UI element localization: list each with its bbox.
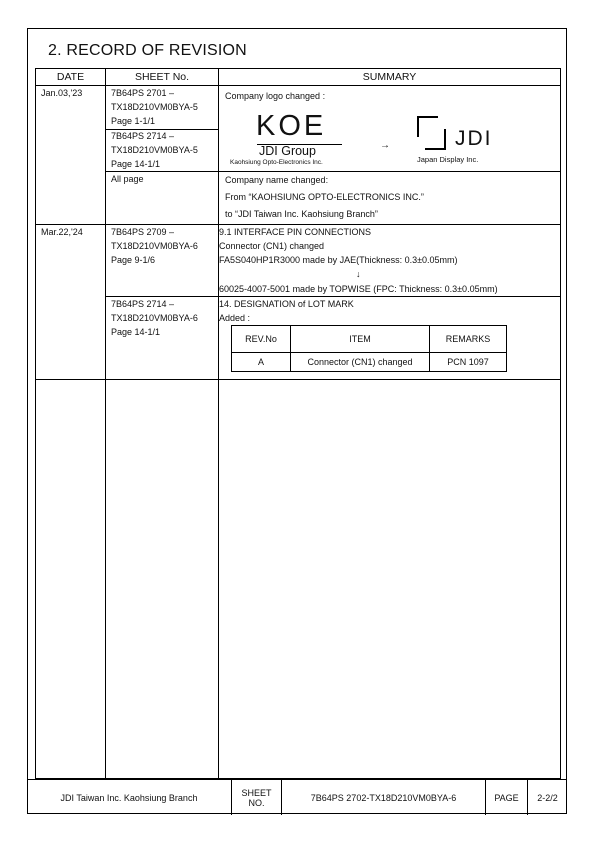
rev1-sheet-b-1: 7B64PS 2714 – xyxy=(111,131,175,141)
column-divider xyxy=(218,69,219,778)
rev2-sheet-b-2: TX18D210VM0BYA-6 xyxy=(111,313,198,323)
header-summary: SUMMARY xyxy=(362,71,417,83)
jdi-logo-text: JDI xyxy=(455,127,493,150)
pin-old: FA5S040HP1R3000 made by JAE(Thickness: 0.3±0.05mm) xyxy=(219,255,458,265)
rev2-date: Mar.22,'24 xyxy=(41,227,83,237)
arrow-right: → xyxy=(380,140,390,151)
pin-line: Connector (CN1) changed xyxy=(219,241,325,251)
lot-title: 14. DESIGNATION of LOT MARK xyxy=(219,299,354,309)
footer-sheet-label-1: SHEET xyxy=(241,787,272,798)
rev1-sheet-b-2: TX18D210VM0BYA-5 xyxy=(111,145,198,155)
footer xyxy=(27,779,567,814)
header-sheet: SHEET No. xyxy=(134,71,190,83)
rev2-sheet-b-1: 7B64PS 2714 – xyxy=(111,299,175,309)
rev1-sheet-c: All page xyxy=(111,174,144,184)
rev1-date: Jan.03,'23 xyxy=(41,88,83,98)
footer-page-no: 2-2/2 xyxy=(537,792,558,803)
lot-mark-table xyxy=(231,325,507,372)
koe-logo-group: JDI Group xyxy=(259,144,316,158)
lot-header-rev: REV.No xyxy=(232,326,291,353)
rev1-sheet-a-2: TX18D210VM0BYA-5 xyxy=(111,102,198,112)
lot-table-row xyxy=(232,353,507,372)
koe-logo-subtitle: Kaohsiung Opto-Electronics Inc. xyxy=(230,159,323,166)
page-title: 2. RECORD OF REVISION xyxy=(48,42,247,59)
row-divider xyxy=(36,379,560,380)
pin-title: 9.1 INTERFACE PIN CONNECTIONS xyxy=(219,227,372,237)
rev2-sheet-b-3: Page 14-1/1 xyxy=(111,327,161,337)
row-divider xyxy=(106,171,560,172)
logo-note: Company logo changed : xyxy=(225,91,326,101)
rev2-sheet-a-1: 7B64PS 2709 – xyxy=(111,227,175,237)
koe-logo-text: KOE xyxy=(256,110,327,142)
footer-sheet-label xyxy=(232,780,281,815)
lot-cell-remarks: PCN 1097 xyxy=(430,353,507,372)
pin-new: 60025-4007-5001 made by TOPWISE (FPC: Thickness: 0.3±0.05mm) xyxy=(219,284,498,294)
jdi-logo xyxy=(414,115,514,167)
footer-page-label: PAGE xyxy=(494,792,519,803)
footer-company: JDI Taiwan Inc. Kaohsiung Branch xyxy=(60,792,198,803)
lot-cell-item: Connector (CN1) changed xyxy=(291,353,430,372)
jdi-logo-subtitle: Japan Display Inc. xyxy=(417,155,479,164)
jdi-mark-icon xyxy=(417,115,447,153)
lot-header-remarks: REMARKS xyxy=(430,326,507,353)
revision-table xyxy=(35,68,561,779)
rev2-sheet-a-3: Page 9-1/6 xyxy=(111,255,156,265)
rev1-sheet-b-3: Page 14-1/1 xyxy=(111,159,161,169)
footer-sheet-label-2: NO. xyxy=(248,797,265,808)
header-date: DATE xyxy=(56,71,85,83)
lot-table-header-row xyxy=(232,326,507,353)
lot-header-item: ITEM xyxy=(291,326,430,353)
down-arrow: ↓ xyxy=(356,269,361,279)
rev1-sheet-a-3: Page 1-1/1 xyxy=(111,116,156,126)
name-to: to “JDI Taiwan Inc. Kaohsiung Branch” xyxy=(225,209,378,219)
name-from: From “KAOHSIUNG OPTO-ELECTRONICS INC.” xyxy=(225,192,424,202)
lot-added: Added : xyxy=(219,313,251,323)
rev1-sheet-a-1: 7B64PS 2701 – xyxy=(111,88,175,98)
name-note: Company name changed: xyxy=(225,175,329,185)
footer-sheet-no: 7B64PS 2702-TX18D210VM0BYA-6 xyxy=(310,792,457,803)
rev2-sheet-a-2: TX18D210VM0BYA-6 xyxy=(111,241,198,251)
koe-logo xyxy=(230,111,376,169)
lot-cell-rev: A xyxy=(232,353,291,372)
column-divider xyxy=(105,69,106,778)
